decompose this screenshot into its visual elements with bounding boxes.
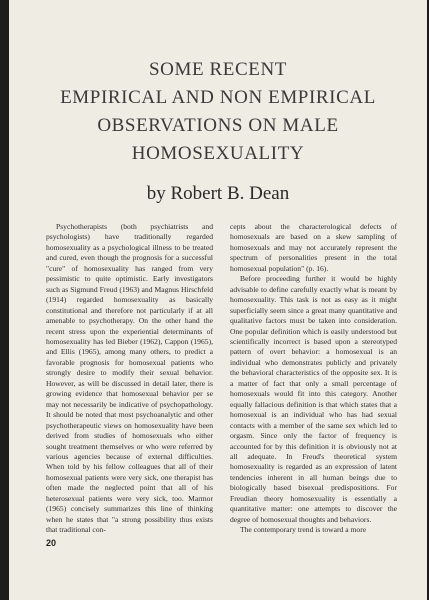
document-page [9,0,427,600]
title-line: HOMOSEXUALITY [131,143,305,164]
title-line: EMPIRICAL AND NON EMPIRICAL [60,87,376,108]
body-paragraph: Before proceeding further it would be highly advisable to define carefully exactly what is meant by homosexuality. This task is not as easy as it might superficially seem since a great many quantitative and qualitative factors must be taken into consideration. One popular definition which is easily understood but scientifically incorrect is based upon a stereotyped pattern of overt behavior: a homosexual is an individual who demonstrates publicly and privately the behavioral characteristics of the opposite sex. It is a matter of fact that only a small percentage of homosexuals would fit into this category. Another equally fallacious definition is that which states that a homosexual is an individual who has had sexual contacts with a member of the same sex which led to orgasm. Since only the factor of frequency is accounted for by this definition it is obviously not at all adequate. In Freud's theoretical system homosexuality is regarded as an expression of latent tendencies inherent in all human beings due to biologically based bisexual predispositions. For Freudian theory homosexuality is essentially a quantitative matter: one attempts to discover the degree of homosexual thoughts and behaviors. [230,274,397,524]
page-number: 20 [46,538,57,548]
body-paragraph: cepts about the characterological defects of homosexuals are based on a skew sampling of homosexuals and may not accurately represent the spectrum of personalities present in the total homosexual population" (p. 16). [230,222,397,273]
right-column [230,222,397,536]
body-paragraph: Psychotherapists (both psychiatrists and psychologists) have traditionally regarded homosexuality as a psychological illness to be treated and cured, even though the prognosis for a successful "cure" of homosexuality has ranged from very pessimistic to quite optimistic. Early investigators such as Sigmund Freud (1963) and Magnus Hirschfeld (1914) regarded homosexuality as basically constitutional and therefore not particularly if at all amenable to psychotherapy. On the other hand the recent stress upon the experiential determinants of homosexuality has led Bieber (1962), Cappon (1965), and Ellis (1965), among many others, to predict a favorable prognosis for homosexual patients who strongly desire to modify their sexual behavior. However, as will be discussed in detail later, there is growing evidence that homosexual behavior per se may not necessarily be indicative of psychopathology. It should be noted that most psychoanalytic and other psychotherapeutic views on homosexuality have been derived from studies of homosexuals who either sought treatment themselves or who were referred by various agencies because of external difficulties. When told by his fellow colleagues that all of their homosexual patients were very sick, one therapist has often made the neglected point that all of his heterosexual patients were very sick, too. Marmor (1965) concisely summarizes this line of thinking when he states that "a strong possibility thus exists that traditional con- [46,222,213,535]
author-byline: by Robert B. Dean [146,183,290,204]
body-paragraph: The contemporary trend is toward a more [240,525,367,535]
article-title [9,56,427,168]
title-line: SOME RECENT [148,59,288,80]
title-line: OBSERVATIONS ON MALE [97,115,339,136]
left-column [46,222,213,536]
